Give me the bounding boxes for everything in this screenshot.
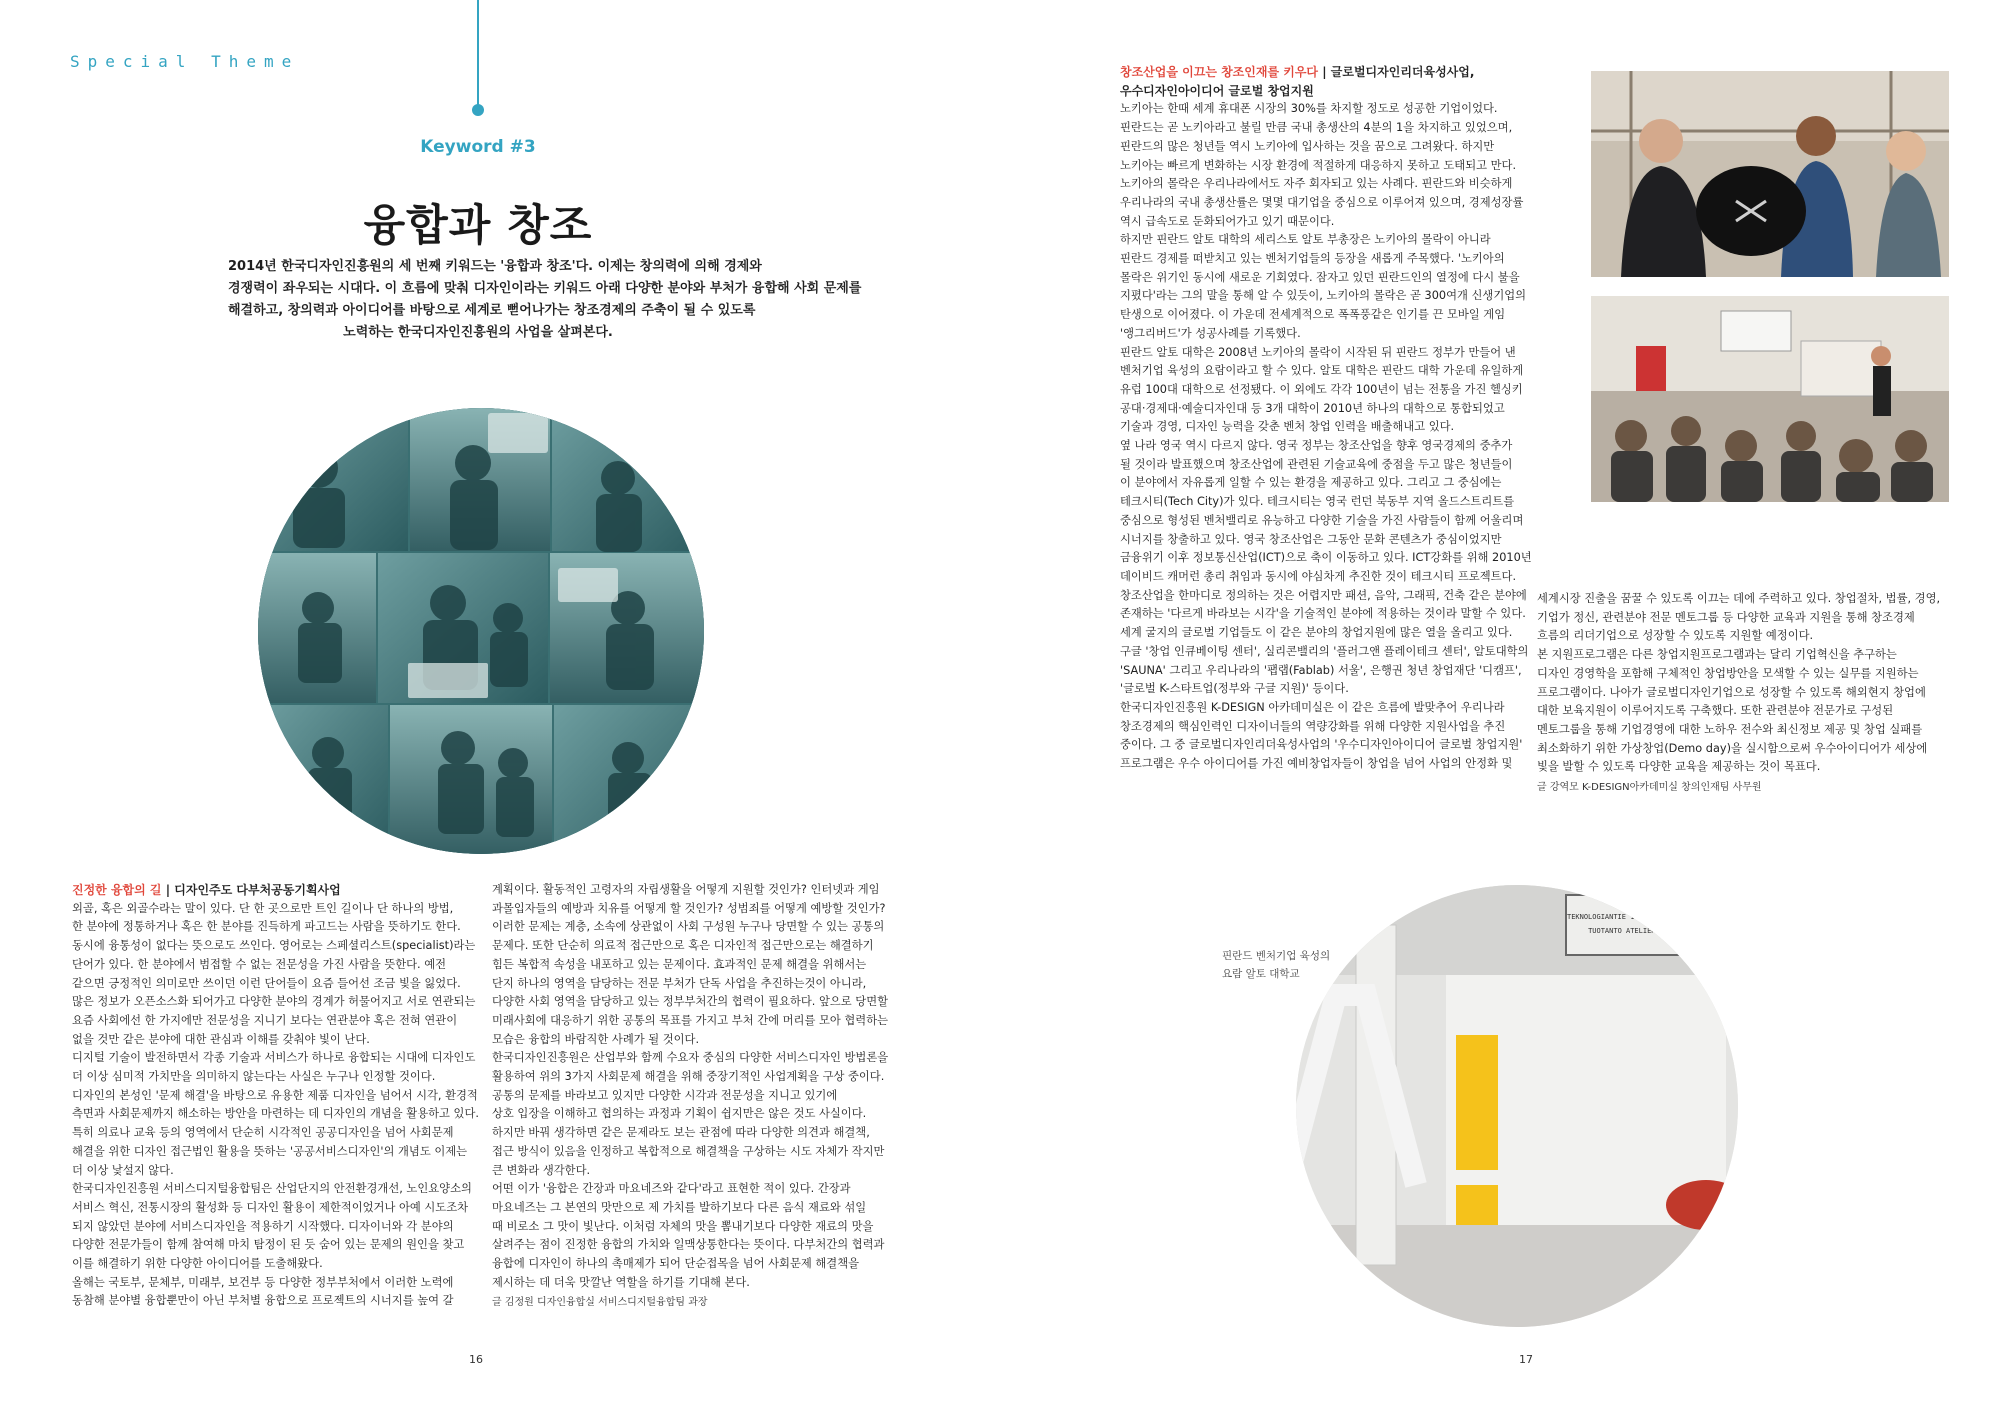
photo-collage-circle [258, 408, 704, 854]
text-line: 살려주는 점이 진정한 융합의 가치와 일맥상통한다는 뜻이다. 다부처간의 협력과 [492, 1238, 885, 1252]
text-line: 힘든 복합적 속성을 내포하고 있는 문제이다. 효과적인 문제 해결을 위해서는 [492, 957, 867, 971]
text-line: 세계 굴지의 글로벌 기업들도 이 같은 분야의 창업지원에 많은 열을 올리고 있다. [1120, 626, 1513, 640]
divider-dot [472, 104, 484, 116]
text-line: 마요네즈는 그 본연의 맛만으로 제 가치를 발하기보다 다른 음식 재료와 섞일 [492, 1200, 867, 1214]
text-line: 중이다. 그 중 글로벌디자인리더육성사업의 '우수디자인아이디어 글로벌 창업지원' [1120, 738, 1523, 752]
article-column-2 [492, 881, 907, 1313]
text-line: 큰 변화라 생각한다. [492, 1163, 591, 1177]
intro-line: 노력하는 한국디자인진흥원의 사업을 살펴본다. [343, 325, 613, 340]
text-line: 테크시티(Tech City)가 있다. 테크시티는 영국 런던 북동부 지역 올드스트리트를 [1120, 495, 1515, 509]
text-line: 존재하는 '다르게 바라보는 시각'을 기술적인 분야에 적용하는 것이라 말할 수 있다. [1120, 607, 1526, 621]
text-line: 제시하는 데 더욱 맛깔난 역할을 하기를 기대해 본다. [492, 1275, 750, 1289]
text-line: 본 지원프로그램은 다른 창업지원프로그램과는 달리 기업혁신을 추구하는 [1537, 648, 1897, 662]
text-line: 더 이상 낯설지 않다. [72, 1163, 174, 1177]
heading-separator: | [161, 883, 175, 897]
text-line: 특히 의료나 교육 등의 영역에서 단순히 시각적인 공공디자인을 넘어 사회문제 [72, 1126, 454, 1140]
page-number-left: 16 [469, 1353, 483, 1366]
text-line: 금융위기 이후 정보통신산업(ICT)으로 축이 이동하고 있다. ICT강화를 위해 2010년 [1120, 551, 1532, 565]
text-line: 한국디자인진흥원 K-DESIGN 아카데미실은 이 같은 흐름에 발맞추어 우리나라 [1120, 700, 1505, 714]
text-line: 벤처기업 육성의 요람이라고 할 수 있다. 알토 대학은 핀란드 대학 가운데 유일하게 [1120, 364, 1524, 378]
intro-paragraph [228, 256, 862, 344]
text-line: 몰락은 위기인 동시에 새로운 기회였다. 잠자고 있던 핀란드인의 열정에 다시 불을 [1120, 270, 1520, 284]
text-line: 핀란드 알토 대학은 2008년 노키아의 몰락이 시작된 뒤 핀란드 정부가 만들어 낸 [1120, 345, 1516, 359]
text-line: 활용하여 위의 3가지 사회문제 해결을 위해 중장기적인 사업계획을 구상 중이다. [492, 1070, 885, 1084]
text-line: 구글 '창업 인큐베이팅 센터', 실리콘밸리의 '플러그앤 플레이테크 센터', 알토대학의 [1120, 644, 1529, 658]
heading-text: 디자인주도 다부처공동기획사업 [174, 883, 341, 897]
text-line: 과몰입자들의 예방과 치유를 어떻게 할 것인가? 성범죄를 어떻게 예방할 것인가? [492, 901, 886, 915]
text-line: 창조산업을 한마디로 정의하는 것은 어렵지만 패션, 음악, 그래픽, 건축 같은 분야에 [1120, 588, 1527, 602]
heading-accent: 진정한 융합의 길 [72, 883, 162, 897]
section-heading [1120, 63, 1520, 82]
photo-workshop-image [1591, 71, 1949, 277]
text-line: 디자인의 본성인 '문제 해결'을 바탕으로 유용한 제품 디자인을 넘어서 시각, 환경적 [72, 1088, 478, 1102]
text-line: 디자인 경영학을 포함해 구체적인 창업방안을 모색할 수 있는 실무를 지원하는 [1537, 666, 1919, 680]
intro-line: 경쟁력이 좌우되는 시대다. 이 흐름에 맞춰 디자인이라는 키워드 아래 다양한 분야와 부처가 융합해 사회 문제를 [228, 281, 862, 296]
divider-line [477, 0, 479, 107]
article-column-1 [72, 881, 492, 1311]
keyword-label: Keyword #3 [420, 137, 536, 157]
text-line: 핀란드는 곧 노키아라고 불릴 만큼 국내 총생산의 4분의 1을 차지하고 있었으며, [1120, 121, 1513, 135]
text-line: 빛을 발할 수 있도록 다양한 교육을 제공하는 것이 목표다. [1537, 760, 1821, 774]
text-line: 세계시장 진출을 꿈꿀 수 있도록 이끄는 데에 주력하고 있다. 창업절차, 법률, 경영, [1537, 592, 1941, 605]
text-line: '앵그리버드'가 성공사례를 기록했다. [1120, 326, 1301, 340]
page-number-right: 17 [1519, 1353, 1533, 1366]
text-line: 단지 하나의 영역을 담당하는 전문 부처가 단독 사업을 추진하는것이 아니라, [492, 976, 867, 990]
text-line: 접근 방식이 있음을 인정하고 복합적으로 해결책을 구상하는 시도 자체가 작지만 [492, 1144, 885, 1158]
text-line: 기술과 경영, 디자인 능력을 갖춘 벤처 창업 인력을 배출해내고 있다. [1120, 420, 1455, 434]
page-title: 융합과 창조 [363, 201, 593, 251]
text-line: 측면과 사회문제까지 해소하는 방안을 마련하는 데 디자인의 개념을 활용하고 있다. [72, 1107, 479, 1121]
text-line: 더 이상 심미적 가치만을 의미하지 않는다는 사실은 누구나 인정할 것이다. [72, 1070, 436, 1084]
text-line: 계획이다. 활동적인 고령자의 자립생활을 어떻게 지원할 것인가? 인터넷과 게임 [492, 883, 880, 896]
text-line: 문제다. 또한 단순히 의료적 접근만으로 혹은 디자인적 접근만으로는 해결하기 [492, 939, 874, 953]
text-line: 동시에 융통성이 없다는 뜻으로도 쓰인다. 영어로는 스페셜리스트(specialist)라는 [72, 939, 476, 953]
text-line: 데이비드 캐머런 총리 취임과 동시에 야심차게 추진한 것이 테크시티 프로젝트다. [1120, 569, 1517, 583]
text-line: 탄생으로 이어졌다. 이 가운데 전세계적으로 폭폭풍같은 인기를 끈 모바일 게임 [1120, 308, 1506, 322]
text-line: 되지 않았던 분야에 서비스디자인을 적용하기 시작했다. 디자이너와 각 분야의 [72, 1219, 454, 1233]
photo-presentation-image [1591, 296, 1949, 502]
text-line: 서비스 혁신, 전통시장의 활성화 등 디자인 활용이 제한적이었거나 아예 시도조차 [72, 1200, 469, 1214]
photo-aalto-image [1296, 885, 1738, 1327]
text-line: 노키아의 몰락은 우리나라에서도 자주 회자되고 있는 사례다. 핀란드와 비슷하게 [1120, 177, 1513, 191]
text-line: 유럽 100대 대학으로 선정됐다. 이 외에도 각각 100년이 넘는 전통을 가진 헬싱키 [1120, 382, 1523, 396]
caption-line: 핀란드 벤처기업 육성의 [1222, 950, 1331, 962]
text-line: 시너지를 창출하고 있다. 영국 창조산업은 그동안 문화 콘텐츠가 중심이었지만 [1120, 532, 1502, 546]
text-line: 단어가 있다. 한 분야에서 범접할 수 없는 전문성을 가진 사람을 뜻한다. 예전 [72, 957, 447, 971]
text-line: 대한 보육지원이 이루어지도록 구축했다. 또한 관련분야 전문가로 구성된 [1537, 704, 1894, 718]
text-line: 공대·경제대·예술디자인대 등 3개 대학이 2010년 하나의 대학으로 통합되었고 [1120, 401, 1505, 415]
text-line: 흐름의 리더기업으로 성장할 수 있도록 지원할 예정이다. [1537, 629, 1814, 643]
text-line: 프로그램이다. 나아가 글로벌디자인기업으로 성장할 수 있도록 해외현지 창업에 [1537, 685, 1926, 699]
author-credit: 글 김정원 디자인융합실 서비스디지털융합팀 과장 [492, 1297, 708, 1309]
text-line: 어떤 이가 '융합은 간장과 마요네즈와 같다'라고 표현한 적이 있다. 간장과 [492, 1182, 851, 1196]
text-line: 'SAUNA' 그리고 우리나라의 '팹랩(Fablab) 서울', 은행권 청년 창업재단 '디캠프', [1120, 663, 1522, 677]
text-line: 미래사회에 대응하기 위한 공통의 목표를 가지고 부처 간에 머리를 모아 협력하는 [492, 1013, 889, 1027]
text-line: 다양한 전문가들이 함께 참여해 마치 탐정이 된 듯 숨어 있는 문제의 원인을 찾고 [72, 1238, 465, 1252]
section-heading [72, 881, 492, 900]
photo-presentation [1591, 296, 1949, 502]
text-line: 같으면 긍정적인 의미로만 쓰이던 이런 단어들이 요즘 들어선 조금 빛을 잃었다. [72, 976, 461, 990]
text-line: 이러한 문제는 계층, 소속에 상관없이 사회 구성원 누구나 당면할 수 있는 공통의 [492, 920, 885, 934]
text-line: 핀란드의 많은 청년들 역시 노키아에 입사하는 것을 꿈으로 그려왔다. 하지만 [1120, 139, 1495, 153]
heading-accent: 창조산업을 이끄는 창조인재를 키우다 [1120, 65, 1319, 79]
text-line: 이 분야에서 자유롭게 일할 수 있는 환경을 제공하고 있다. 그리고 그 중심에는 [1120, 476, 1502, 490]
text-line: 우리나라의 국내 총생산률은 몇몇 대기업을 중심으로 이루어져 있으며, 경제성장률 [1120, 195, 1524, 209]
intro-line: 2014년 한국디자인진흥원의 세 번째 키워드는 '융합과 창조'다. 이제는 창의력에 의해 경제와 [228, 259, 762, 274]
text-line: 상호 입장을 이해하고 협의하는 과정과 기획이 쉽지만은 않은 것도 사실이다. [492, 1107, 867, 1121]
section-label: Special Theme [70, 52, 300, 71]
text-line: 이를 해결하기 위한 다양한 아이디어를 도출해왔다. [72, 1257, 323, 1271]
sign-text: TUOTANTO ATELIER 3 [1588, 927, 1664, 935]
heading-separator: | [1318, 65, 1331, 79]
text-line: 최소화하기 위한 가상창업(Demo day)을 실시함으로써 우수아이디어가 세상에 [1537, 741, 1928, 755]
photo-workshop [1591, 71, 1949, 277]
article-column-4 [1537, 590, 1957, 798]
text-line: 노키아는 빠르게 변화하는 시장 환경에 적절하게 대응하지 못하고 도태되고 만다. [1120, 158, 1517, 172]
text-line: 프로그램은 우수 아이디어를 가진 예비창업자들이 창업을 넘어 사업의 안정화 및 [1120, 757, 1513, 771]
section-heading-line2: 우수디자인아이디어 글로벌 창업지원 [1120, 83, 1314, 98]
text-line: 노키아는 한때 세계 휴대폰 시장의 30%를 차지할 정도로 성공한 기업이었다. [1120, 102, 1498, 116]
article-column-3 [1120, 63, 1532, 774]
text-line: 많은 정보가 오픈소스화 되어가고 다양한 분야의 경계가 허물어지고 서로 연관되는 [72, 995, 476, 1009]
text-line: 외골, 혹은 외골수라는 말이 있다. 단 한 곳으로만 트인 길이나 단 하나의 방법, [72, 901, 454, 915]
text-line: 지폈다'라는 그의 말을 통해 알 수 있듯이, 노키아의 몰락은 곧 300여개 신생기업의 [1120, 289, 1527, 303]
heading-text: 글로벌디자인리더육성사업, [1330, 65, 1475, 79]
text-line: 창조경제의 핵심인력인 디자이너들의 역량강화를 위해 다양한 지원사업을 추진 [1120, 719, 1506, 733]
text-line: 기업가 정신, 관련분야 전문 멘토그룹 등 다양한 교육과 지원을 통해 창조경제 [1537, 610, 1915, 624]
text-line: 역시 급속도로 둔화되어가고 있기 때문이다. [1120, 214, 1335, 228]
text-line: 될 것이라 발표했으며 창조산업에 관련된 기술교육에 중점을 두고 많은 청년들이 [1120, 457, 1513, 471]
text-line: 요즘 사회에선 한 가지에만 전문성을 지니기 보다는 연관분야 혹은 전혀 연관이 [72, 1013, 458, 1027]
collage-image [258, 408, 704, 854]
caption-line: 요람 알토 대학교 [1222, 968, 1300, 980]
text-line: 공통의 문제를 바라보고 있지만 다양한 시각과 전문성을 지니고 있기에 [492, 1088, 838, 1102]
text-line: 중심으로 형성된 벤처밸리로 유능하고 다양한 기술을 가진 사람들이 함께 어울리며 [1120, 513, 1524, 527]
text-line: 디지털 기술이 발전하면서 각종 기술과 서비스가 하나로 융합되는 시대에 디자인도 [72, 1051, 476, 1065]
photo-caption [1222, 947, 1330, 983]
text-line: 한국디자인진흥원은 산업부와 함께 수요자 중심의 다양한 서비스디자인 방법론을 [492, 1051, 889, 1065]
text-line: 멘토그룹을 통해 기업경영에 대한 노하우 전수와 최신정보 제공 및 창업 실패를 [1537, 722, 1923, 736]
author-credit: 글 강역모 K-DESIGN아카데미실 창의인재팀 사무원 [1537, 782, 1762, 794]
text-line: 핀란드 경제를 떠받치고 있는 벤처기업들의 등장을 새롭게 주목했다. '노키아의 [1120, 252, 1505, 266]
text-line: 올해는 국토부, 문체부, 미래부, 보건부 등 다양한 정부부처에서 이러한 노력에 [72, 1275, 454, 1289]
text-line: 옆 나라 영국 역시 다르지 않다. 영국 정부는 창조산업을 향후 영국경제의 중추가 [1120, 439, 1513, 453]
text-line: 없을 것만 같은 분야에 대한 관심과 이해를 갖춰야 빛이 난다. [72, 1032, 370, 1046]
text-line: 해결을 위한 디자인 접근법인 활용을 뜻하는 '공공서비스디자인'의 개념도 이제는 [72, 1144, 468, 1158]
text-line: 모습은 융합의 바람직한 사례가 될 것이다. [492, 1032, 700, 1046]
text-line: 한 분야에 정통하거나 혹은 한 분야를 진득하게 파고드는 사람을 뜻하기도 한다. [72, 920, 461, 934]
text-line: 하지만 핀란드 알토 대학의 세리스토 알토 부총장은 노키아의 몰락이 아니라 [1120, 233, 1491, 247]
text-line: '글로벌 K-스타트업(정부와 구글 지원)' 등이다. [1120, 682, 1349, 696]
sign-text: TEKNOLOGIANTIE 11 MATERIAALI [1566, 913, 1686, 921]
intro-line: 해결하고, 창의력과 아이디어를 바탕으로 세계로 뻗어나가는 창조경제의 주축이 될 수 있도록 [228, 303, 756, 318]
text-line: 한국디자인진흥원 서비스디지털융합팀은 산업단지의 안전환경개선, 노인요양소의 [72, 1182, 472, 1196]
text-line: 동참해 분야별 융합뿐만이 아닌 부처별 융합으로 프로젝트의 시너지를 높여 갈 [72, 1294, 454, 1308]
photo-aalto-circle [1296, 885, 1738, 1327]
text-line: 하지만 바꿔 생각하면 같은 문제라도 보는 관점에 따라 다양한 의견과 해결책, [492, 1126, 870, 1140]
text-line: 융합에 디자인이 하나의 촉매제가 되어 단순접목을 넘어 사회문제 해결책을 [492, 1257, 860, 1271]
text-line: 다양한 사회 영역을 담당하고 있는 정부부처간의 협력이 필요하다. 앞으로 당면할 [492, 995, 889, 1009]
text-line: 때 비로소 그 맛이 빛난다. 이처럼 자체의 맛을 뽐내기보다 다양한 재료의 맛을 [492, 1219, 874, 1233]
